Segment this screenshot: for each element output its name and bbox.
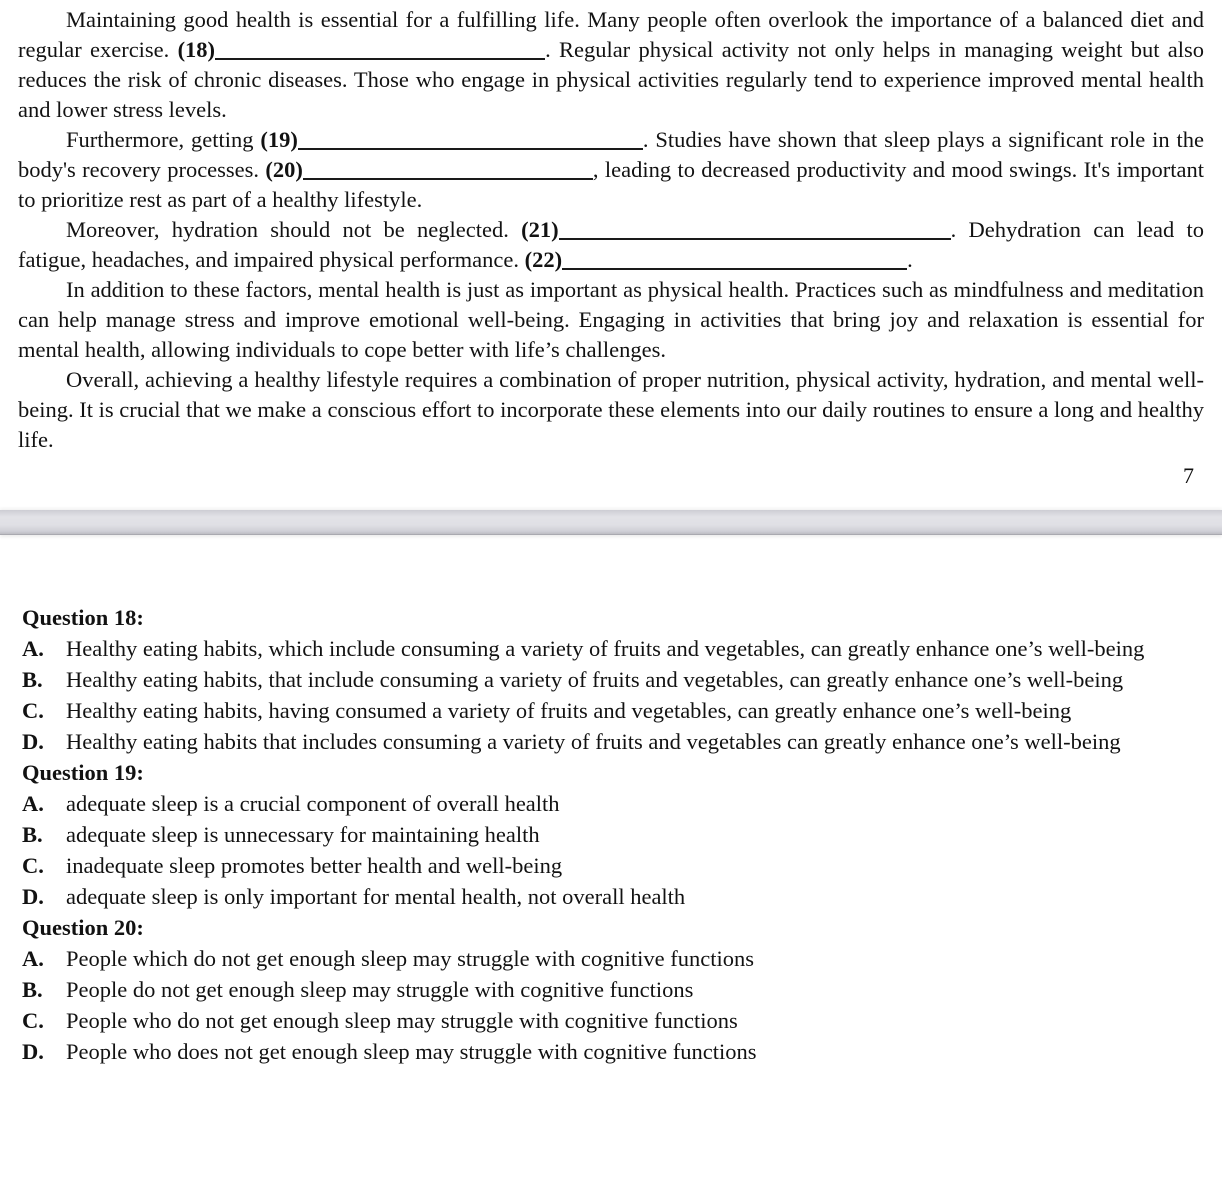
option-letter: D. (22, 1039, 44, 1064)
fill-in-blank (215, 57, 545, 60)
answer-option (22, 819, 1204, 850)
option-letter: B. (22, 822, 43, 847)
option-text: People who do not get enough sleep may struggle with cognitive functions (66, 1008, 738, 1033)
answer-option (22, 974, 1204, 1005)
option-letter: A. (22, 791, 44, 816)
passage-paragraph: Moreover, hydration should not be neglected. (21) . Dehydration can lead to fatigue, headaches, and impaired physical performance. (22) . (18, 217, 1204, 272)
option-letter: D. (22, 729, 44, 754)
blank-number: (20) (265, 157, 303, 182)
question-label: Question 19: (22, 760, 144, 785)
page-7-content (0, 0, 1222, 489)
answer-option (22, 850, 1204, 881)
option-text: adequate sleep is only important for mental health, not overall health (66, 884, 686, 909)
passage-paragraph: Maintaining good health is essential for a fulfilling life. Many people often overlook the importance of a balanced diet and regular exercise. (18) . Regular physical activity not only helps in managing weight but also reduces the risk of chronic diseases. Those who engage in physical activities regularly tend to experience improved mental health and lower stress levels. (18, 7, 1204, 122)
passage (0, 0, 1222, 455)
answer-option (22, 943, 1204, 974)
answer-option (22, 695, 1204, 726)
option-letter: C. (22, 1008, 44, 1033)
option-letter: B. (22, 977, 43, 1002)
question-label: Question 20: (22, 915, 144, 940)
blank-number: (18) (177, 37, 216, 62)
passage-paragraph: In addition to these factors, mental health is just as important as physical health. Practices such as mindfulness and meditation can help manage stress and improve emotional well-being. Engaging in activities that bring joy and relaxation is essential for mental health, allowing individuals to cope better with life’s challenges. (18, 277, 1204, 362)
option-letter: C. (22, 698, 44, 723)
option-letter: A. (22, 946, 44, 971)
option-text: People who does not get enough sleep may struggle with cognitive functions (66, 1039, 757, 1064)
option-text: Healthy eating habits, which include consuming a variety of fruits and vegetables, can greatly enhance one’s well-being (66, 636, 1145, 661)
passage-paragraph: Furthermore, getting (19) . Studies have shown that sleep plays a significant role in the body's recovery processes. (20) , leading to decreased productivity and mood swings. It's important to prioritize rest as part of a healthy lifestyle. (18, 127, 1204, 212)
option-letter: B. (22, 667, 43, 692)
blank-number: (19) (260, 127, 298, 152)
option-text: Healthy eating habits, having consumed a variety of fruits and vegetables, can greatly enhance one’s well-being (66, 698, 1072, 723)
passage-paragraph: Overall, achieving a healthy lifestyle requires a combination of proper nutrition, physical activity, hydration, and mental well-being. It is crucial that we make a conscious effort to incorporate these elements into our daily routines to ensure a long and healthy life. (18, 367, 1204, 452)
page-number: 7 (1183, 463, 1194, 488)
blank-number: (22) (524, 247, 563, 272)
answer-option (22, 788, 1204, 819)
option-letter: D. (22, 884, 44, 909)
fill-in-blank (559, 237, 951, 240)
page-divider (0, 510, 1222, 535)
fill-in-blank (298, 147, 643, 150)
option-text: People which do not get enough sleep may struggle with cognitive functions (66, 946, 754, 971)
question-label: Question 18: (22, 605, 144, 630)
answer-option (22, 1036, 1204, 1067)
answer-option (22, 1005, 1204, 1036)
option-letter: C. (22, 853, 44, 878)
answer-option (22, 881, 1204, 912)
answer-option (22, 726, 1204, 757)
option-letter: A. (22, 636, 44, 661)
option-text: Healthy eating habits that includes consuming a variety of fruits and vegetables can greatly enhance one’s well-being (66, 729, 1121, 754)
blank-number: (21) (521, 217, 559, 242)
answer-option (22, 664, 1204, 695)
option-text: adequate sleep is a crucial component of overall health (66, 791, 560, 816)
questions-section (0, 535, 1222, 1067)
fill-in-blank (303, 177, 593, 180)
answer-option (22, 633, 1204, 664)
option-text: inadequate sleep promotes better health and well-being (66, 853, 563, 878)
option-text: adequate sleep is unnecessary for maintaining health (66, 822, 540, 847)
option-text: Healthy eating habits, that include consuming a variety of fruits and vegetables, can greatly enhance one’s well-being (66, 667, 1124, 692)
fill-in-blank (562, 267, 907, 270)
option-text: People do not get enough sleep may struggle with cognitive functions (66, 977, 694, 1002)
